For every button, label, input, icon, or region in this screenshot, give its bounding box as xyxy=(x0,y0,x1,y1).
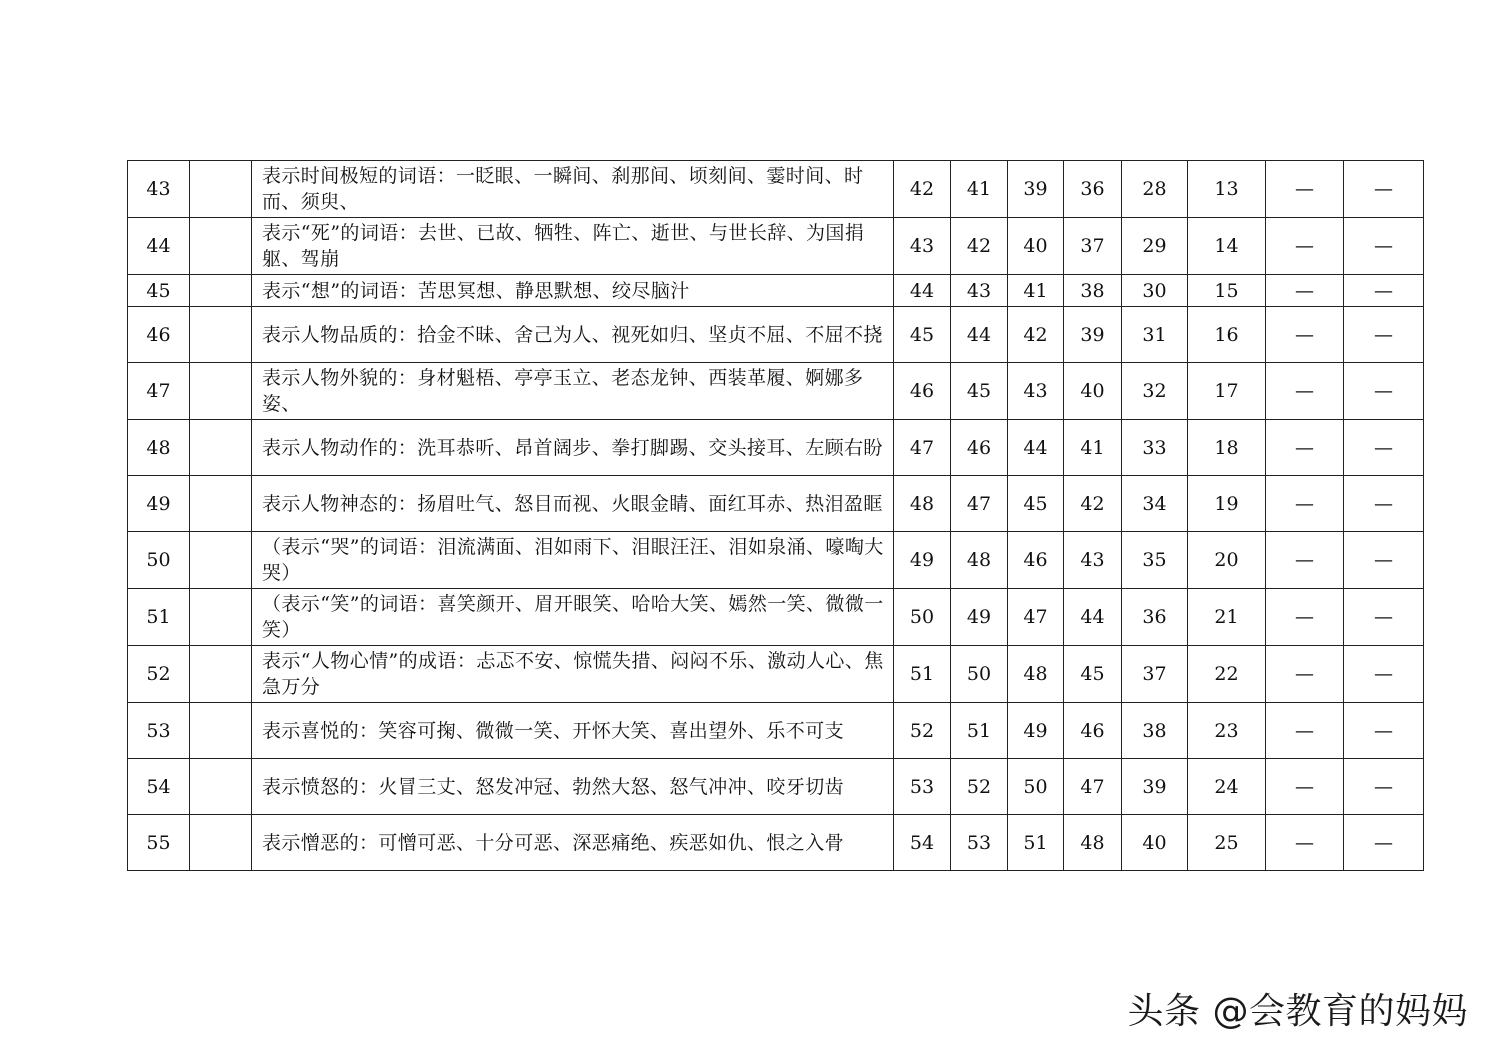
blank-cell xyxy=(190,161,252,218)
value-cell: 17 xyxy=(1188,363,1266,420)
table-row xyxy=(128,815,1424,871)
row-number-cell: 51 xyxy=(128,589,190,646)
dash-cell: — xyxy=(1344,589,1424,646)
dash-cell: — xyxy=(1266,161,1344,218)
dash-cell: — xyxy=(1344,275,1424,307)
row-number-cell: 49 xyxy=(128,476,190,532)
value-cell: 16 xyxy=(1188,307,1266,363)
blank-cell xyxy=(190,420,252,476)
dash-cell: — xyxy=(1266,363,1344,420)
blank-cell xyxy=(190,476,252,532)
content-cell: 表示“死”的词语：去世、已故、牺牲、阵亡、逝世、与世长辞、为国捐躯、驾崩 xyxy=(252,218,894,275)
content-cell: 表示“人物心情”的成语：忐忑不安、惊慌失措、闷闷不乐、激动人心、焦急万分 xyxy=(252,646,894,703)
blank-cell xyxy=(190,307,252,363)
value-cell: 46 xyxy=(1064,703,1122,759)
watermark: 头条 @会教育的妈妈 xyxy=(1127,991,1468,1032)
table-row xyxy=(128,646,1424,703)
value-cell: 51 xyxy=(1008,815,1064,871)
row-number-cell: 44 xyxy=(128,218,190,275)
content-cell: 表示人物品质的：拾金不昧、舍己为人、视死如归、坚贞不屈、不屈不挠 xyxy=(252,307,894,363)
dash-cell: — xyxy=(1266,476,1344,532)
value-cell: 48 xyxy=(1008,646,1064,703)
value-cell: 50 xyxy=(894,589,951,646)
dash-cell: — xyxy=(1344,218,1424,275)
table-row xyxy=(128,476,1424,532)
value-cell: 52 xyxy=(894,703,951,759)
value-cell: 20 xyxy=(1188,532,1266,589)
value-cell: 53 xyxy=(894,759,951,815)
value-cell: 46 xyxy=(1008,532,1064,589)
value-cell: 39 xyxy=(1122,759,1188,815)
dash-cell: — xyxy=(1344,646,1424,703)
value-cell: 23 xyxy=(1188,703,1266,759)
value-cell: 15 xyxy=(1188,275,1266,307)
word-table xyxy=(127,160,1424,871)
blank-cell xyxy=(190,532,252,589)
value-cell: 45 xyxy=(1008,476,1064,532)
value-cell: 13 xyxy=(1188,161,1266,218)
value-cell: 48 xyxy=(1064,815,1122,871)
value-cell: 29 xyxy=(1122,218,1188,275)
row-number-cell: 43 xyxy=(128,161,190,218)
dash-cell: — xyxy=(1344,363,1424,420)
dash-cell: — xyxy=(1344,307,1424,363)
value-cell: 39 xyxy=(1064,307,1122,363)
content-cell: 表示憎恶的：可憎可恶、十分可恶、深恶痛绝、疾恶如仇、恨之入骨 xyxy=(252,815,894,871)
table-row xyxy=(128,307,1424,363)
content-cell: 表示愤怒的：火冒三丈、怒发冲冠、勃然大怒、怒气冲冲、咬牙切齿 xyxy=(252,759,894,815)
value-cell: 41 xyxy=(951,161,1008,218)
value-cell: 38 xyxy=(1064,275,1122,307)
blank-cell xyxy=(190,363,252,420)
row-number-cell: 52 xyxy=(128,646,190,703)
value-cell: 48 xyxy=(951,532,1008,589)
row-number-cell: 53 xyxy=(128,703,190,759)
table-row xyxy=(128,420,1424,476)
value-cell: 43 xyxy=(1064,532,1122,589)
value-cell: 49 xyxy=(894,532,951,589)
dash-cell: — xyxy=(1266,275,1344,307)
value-cell: 25 xyxy=(1188,815,1266,871)
dash-cell: — xyxy=(1344,476,1424,532)
table-row xyxy=(128,589,1424,646)
blank-cell xyxy=(190,646,252,703)
dash-cell: — xyxy=(1266,307,1344,363)
content-cell: （表示“哭”的词语：泪流满面、泪如雨下、泪眼汪汪、泪如泉涌、嚎啕大哭） xyxy=(252,532,894,589)
value-cell: 40 xyxy=(1064,363,1122,420)
value-cell: 49 xyxy=(951,589,1008,646)
value-cell: 47 xyxy=(1008,589,1064,646)
blank-cell xyxy=(190,703,252,759)
value-cell: 49 xyxy=(1008,703,1064,759)
content-cell: 表示时间极短的词语：一眨眼、一瞬间、刹那间、顷刻间、霎时间、时而、须臾、 xyxy=(252,161,894,218)
value-cell: 44 xyxy=(1008,420,1064,476)
value-cell: 19 xyxy=(1188,476,1266,532)
value-cell: 41 xyxy=(1064,420,1122,476)
value-cell: 47 xyxy=(1064,759,1122,815)
value-cell: 48 xyxy=(894,476,951,532)
value-cell: 44 xyxy=(1064,589,1122,646)
row-number-cell: 48 xyxy=(128,420,190,476)
value-cell: 33 xyxy=(1122,420,1188,476)
value-cell: 42 xyxy=(894,161,951,218)
dash-cell: — xyxy=(1344,703,1424,759)
value-cell: 42 xyxy=(1064,476,1122,532)
value-cell: 46 xyxy=(894,363,951,420)
blank-cell xyxy=(190,815,252,871)
dash-cell: — xyxy=(1344,759,1424,815)
value-cell: 14 xyxy=(1188,218,1266,275)
dash-cell: — xyxy=(1266,703,1344,759)
table-row xyxy=(128,161,1424,218)
value-cell: 53 xyxy=(951,815,1008,871)
dash-cell: — xyxy=(1344,420,1424,476)
dash-cell: — xyxy=(1266,759,1344,815)
row-number-cell: 54 xyxy=(128,759,190,815)
content-cell: 表示人物外貌的：身材魁梧、亭亭玉立、老态龙钟、西装革履、婀娜多姿、 xyxy=(252,363,894,420)
value-cell: 47 xyxy=(951,476,1008,532)
value-cell: 34 xyxy=(1122,476,1188,532)
value-cell: 38 xyxy=(1122,703,1188,759)
value-cell: 44 xyxy=(951,307,1008,363)
value-cell: 43 xyxy=(1008,363,1064,420)
row-number-cell: 47 xyxy=(128,363,190,420)
blank-cell xyxy=(190,759,252,815)
table-row xyxy=(128,275,1424,307)
row-number-cell: 45 xyxy=(128,275,190,307)
dash-cell: — xyxy=(1266,815,1344,871)
table-body xyxy=(128,161,1424,871)
content-cell: 表示人物动作的：洗耳恭听、昂首阔步、拳打脚踢、交头接耳、左顾右盼 xyxy=(252,420,894,476)
content-cell: （表示“笑”的词语：喜笑颜开、眉开眼笑、哈哈大笑、嫣然一笑、微微一笑） xyxy=(252,589,894,646)
value-cell: 36 xyxy=(1064,161,1122,218)
table-row xyxy=(128,218,1424,275)
value-cell: 42 xyxy=(951,218,1008,275)
value-cell: 54 xyxy=(894,815,951,871)
table-row xyxy=(128,703,1424,759)
content-cell: 表示“想”的词语：苦思冥想、静思默想、绞尽脑汁 xyxy=(252,275,894,307)
value-cell: 50 xyxy=(1008,759,1064,815)
value-cell: 31 xyxy=(1122,307,1188,363)
value-cell: 40 xyxy=(1122,815,1188,871)
dash-cell: — xyxy=(1266,589,1344,646)
value-cell: 36 xyxy=(1122,589,1188,646)
blank-cell xyxy=(190,218,252,275)
value-cell: 37 xyxy=(1064,218,1122,275)
blank-cell xyxy=(190,589,252,646)
table-row xyxy=(128,532,1424,589)
value-cell: 52 xyxy=(951,759,1008,815)
value-cell: 39 xyxy=(1008,161,1064,218)
dash-cell: — xyxy=(1266,532,1344,589)
dash-cell: — xyxy=(1344,532,1424,589)
table-row xyxy=(128,363,1424,420)
value-cell: 43 xyxy=(951,275,1008,307)
dash-cell: — xyxy=(1266,646,1344,703)
value-cell: 45 xyxy=(894,307,951,363)
value-cell: 47 xyxy=(894,420,951,476)
row-number-cell: 46 xyxy=(128,307,190,363)
row-number-cell: 50 xyxy=(128,532,190,589)
value-cell: 18 xyxy=(1188,420,1266,476)
dash-cell: — xyxy=(1266,218,1344,275)
dash-cell: — xyxy=(1266,420,1344,476)
value-cell: 22 xyxy=(1188,646,1266,703)
value-cell: 43 xyxy=(894,218,951,275)
table-row xyxy=(128,759,1424,815)
value-cell: 30 xyxy=(1122,275,1188,307)
value-cell: 24 xyxy=(1188,759,1266,815)
dash-cell: — xyxy=(1344,815,1424,871)
row-number-cell: 55 xyxy=(128,815,190,871)
value-cell: 32 xyxy=(1122,363,1188,420)
value-cell: 51 xyxy=(951,703,1008,759)
value-cell: 51 xyxy=(894,646,951,703)
value-cell: 40 xyxy=(1008,218,1064,275)
value-cell: 37 xyxy=(1122,646,1188,703)
value-cell: 42 xyxy=(1008,307,1064,363)
content-cell: 表示人物神态的：扬眉吐气、怒目而视、火眼金睛、面红耳赤、热泪盈眶 xyxy=(252,476,894,532)
value-cell: 41 xyxy=(1008,275,1064,307)
value-cell: 45 xyxy=(1064,646,1122,703)
value-cell: 21 xyxy=(1188,589,1266,646)
blank-cell xyxy=(190,275,252,307)
value-cell: 44 xyxy=(894,275,951,307)
value-cell: 28 xyxy=(1122,161,1188,218)
value-cell: 50 xyxy=(951,646,1008,703)
dash-cell: — xyxy=(1344,161,1424,218)
value-cell: 35 xyxy=(1122,532,1188,589)
value-cell: 45 xyxy=(951,363,1008,420)
content-cell: 表示喜悦的：笑容可掬、微微一笑、开怀大笑、喜出望外、乐不可支 xyxy=(252,703,894,759)
value-cell: 46 xyxy=(951,420,1008,476)
